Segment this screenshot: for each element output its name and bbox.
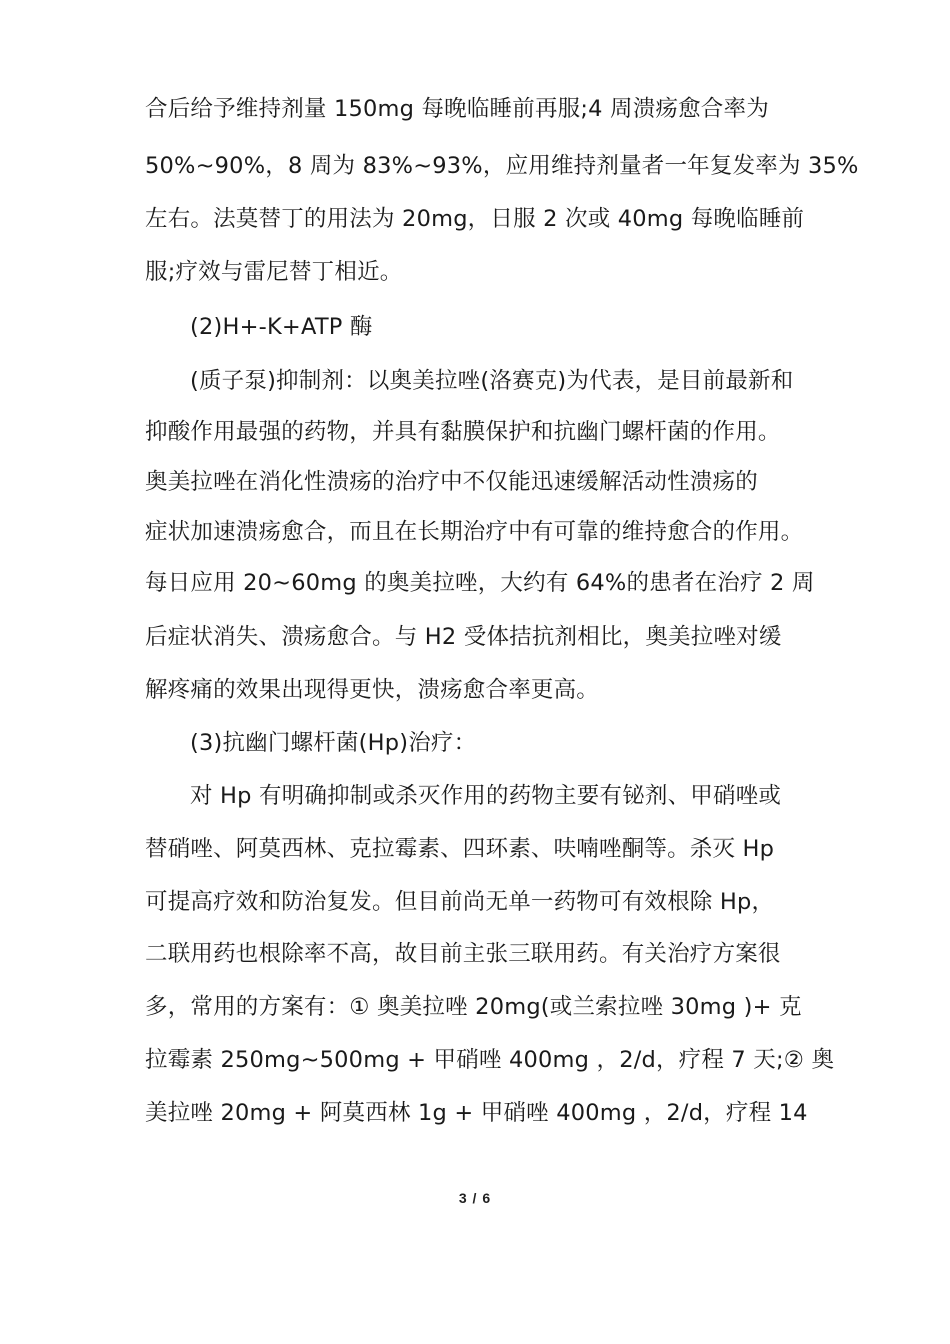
- text-line: 左右。法莫替丁的用法为 20mg，日服 2 次或 40mg 每晚临睡前: [145, 206, 805, 232]
- text-line: 症状加速溃疡愈合，而且在长期治疗中有可靠的维持愈合的作用。: [145, 519, 804, 545]
- text-line: 抑酸作用最强的药物，并具有黏膜保护和抗幽门螺杆菌的作用。: [145, 419, 781, 445]
- text-line: 可提高疗效和防治复发。但目前尚无单一药物可有效根除 Hp，: [145, 889, 775, 915]
- text-line: 奥美拉唑在消化性溃疡的治疗中不仅能迅速缓解活动性溃疡的: [145, 469, 758, 495]
- text-line: 服;疗效与雷尼替丁相近。: [145, 259, 403, 285]
- text-line: 美拉唑 20mg + 阿莫西林 1g + 甲硝唑 400mg ，2/d，疗程 14: [145, 1100, 808, 1126]
- text-line: 替硝唑、阿莫西林、克拉霉素、四环素、呋喃唑酮等。杀灭 Hp: [145, 836, 775, 862]
- section-heading: (2)H+-K+ATP 酶: [190, 314, 373, 340]
- page-number: 3 / 6: [458, 1190, 492, 1206]
- text-line: 合后给予维持剂量 150mg 每晚临睡前再服;4 周溃疡愈合率为: [145, 96, 769, 122]
- text-line: 多，常用的方案有：① 奥美拉唑 20mg(或兰索拉唑 30mg )+ 克: [145, 994, 802, 1020]
- text-line: 对 Hp 有明确抑制或杀灭作用的药物主要有铋剂、甲硝唑或: [190, 783, 782, 809]
- section-heading: (3)抗幽门螺杆菌(Hp)治疗：: [190, 730, 477, 756]
- text-line: 二联用药也根除率不高，故目前主张三联用药。有关治疗方案很: [145, 941, 781, 967]
- text-line: 每日应用 20~60mg 的奥美拉唑，大约有 64%的患者在治疗 2 周: [145, 570, 815, 596]
- text-line: (质子泵)抑制剂：以奥美拉唑(洛赛克)为代表，是目前最新和: [190, 368, 794, 394]
- text-line: 拉霉素 250mg~500mg + 甲硝唑 400mg ，2/d，疗程 7 天;② 奥: [145, 1047, 835, 1073]
- text-line: 解疼痛的效果出现得更快，溃疡愈合率更高。: [145, 677, 600, 703]
- text-line: 50%~90%，8 周为 83%~93%，应用维持剂量者一年复发率为 35%: [145, 153, 859, 179]
- text-line: 后症状消失、溃疡愈合。与 H2 受体拮抗剂相比，奥美拉唑对缓: [145, 624, 782, 650]
